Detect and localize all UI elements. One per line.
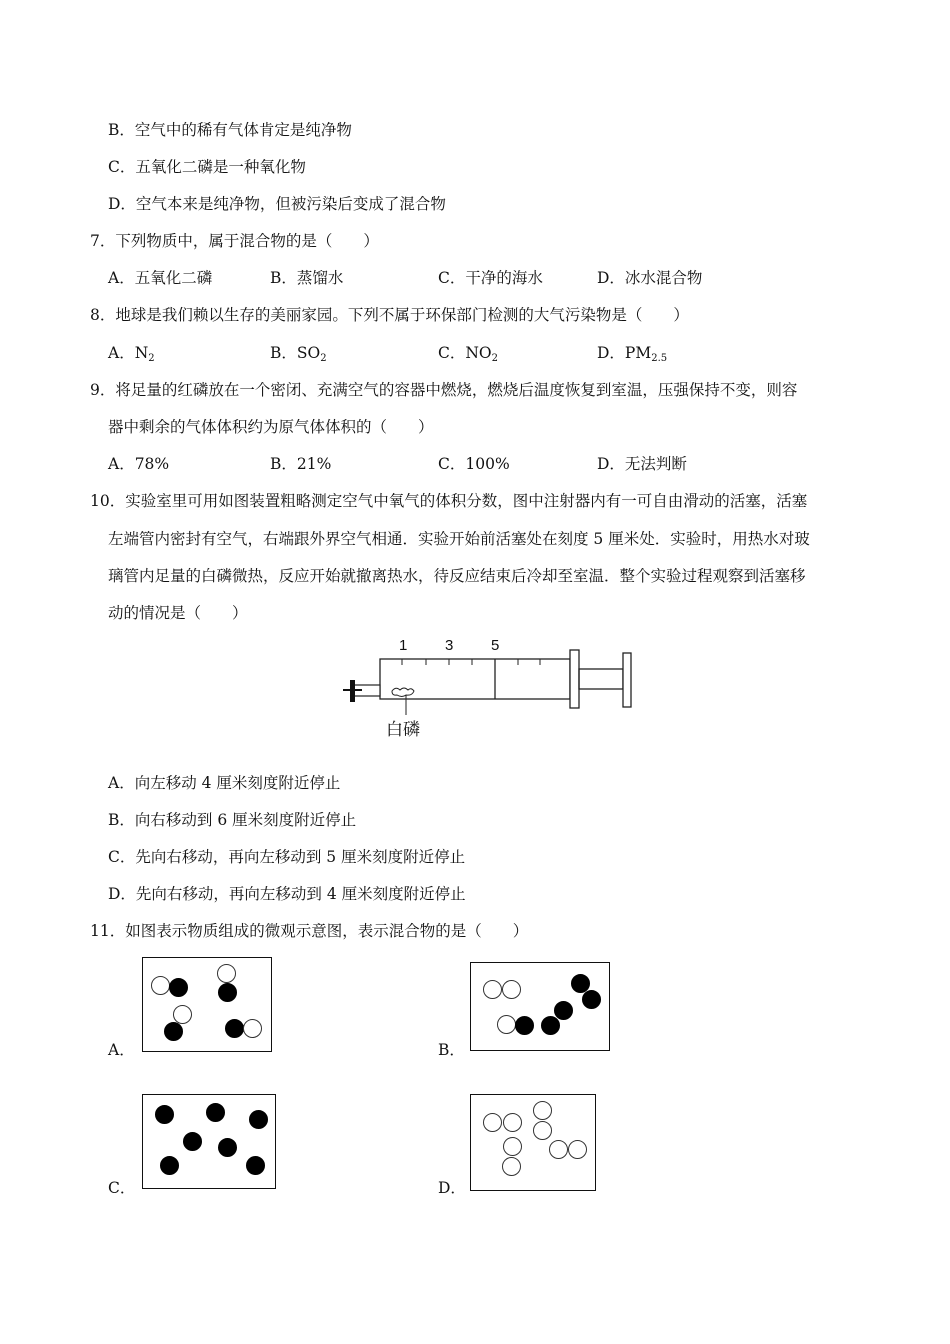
q10-stem-line3: 璃管内足量的白磷微热，反应开始就撤离热水，待反应结束后冷却至室温．整个实验过程观察到活塞移 [108, 567, 806, 585]
syringe-plunger-rod [579, 669, 623, 689]
black-atom [183, 1132, 202, 1151]
black-atom [249, 1110, 268, 1129]
q11-stem: 11．如图表示物质组成的微观示意图，表示混合物的是（ ） [90, 922, 529, 940]
q8-option-d-sub: 2.5 [651, 353, 668, 364]
white-atom [568, 1140, 587, 1159]
q10-stem-line1: 10．实验室里可用如图装置粗略测定空气中氧气的体积分数，图中注射器内有一可自由滑动的活塞，活塞 [90, 492, 808, 510]
q8-option-a [108, 343, 155, 369]
q7-option-d: D．冰水混合物 [597, 269, 703, 287]
syringe-drawing [340, 635, 640, 745]
white-atom [173, 1005, 192, 1024]
black-atom [225, 1019, 244, 1038]
white-atom [483, 1113, 502, 1132]
white-atom [502, 980, 521, 999]
black-atom [169, 978, 188, 997]
q6-option-c: C．五氧化二磷是一种氧化物 [108, 158, 306, 176]
q8-option-d [597, 343, 667, 369]
q7-option-b: B．蒸馏水 [270, 269, 344, 287]
q8-option-b [270, 343, 327, 369]
q9-option-b: B．21% [270, 455, 332, 473]
white-atom [549, 1140, 568, 1159]
white-atom [533, 1121, 552, 1140]
black-atom [218, 1138, 237, 1157]
black-atom [160, 1156, 179, 1175]
white-atom [503, 1113, 522, 1132]
syringe-tick-label-1: 1 [399, 637, 408, 654]
syringe-tick-label-5: 5 [491, 637, 500, 654]
white-atom [483, 980, 502, 999]
black-atom [515, 1016, 534, 1035]
white-atom [151, 976, 170, 995]
q11-option-d-label: D． [438, 1179, 466, 1197]
black-atom [541, 1016, 560, 1035]
syringe-diagram [340, 635, 640, 745]
q11-option-b-diagram [470, 962, 610, 1051]
q11-option-a-label: A． [108, 1041, 135, 1059]
q10-option-d: D．先向右移动，再向左移动到 4 厘米刻度附近停止 [108, 885, 466, 903]
q8-option-a-text: A．N [108, 344, 149, 362]
q10-stem-line4: 动的情况是（ ） [108, 604, 248, 622]
q8-option-c-text: C．NO [438, 344, 492, 362]
q8-option-b-sub: 2 [320, 353, 327, 364]
white-phosphorus-label: 白磷 [386, 720, 420, 740]
syringe-scale-ticks [402, 659, 540, 665]
white-atom [217, 964, 236, 983]
q9-option-d: D．无法判断 [597, 455, 687, 473]
q11-option-b-label: B． [438, 1041, 465, 1059]
q6-option-d: D．空气本来是纯净物，但被污染后变成了混合物 [108, 195, 446, 213]
white-atom [502, 1157, 521, 1176]
q9-option-a: A．78% [108, 455, 170, 473]
q8-option-c-sub: 2 [491, 353, 499, 364]
black-atom [554, 1001, 573, 1020]
white-atom [533, 1101, 552, 1120]
q8-stem: 8．地球是我们赖以生存的美丽家园。下列不属于环保部门检测的大气污染物是（ ） [90, 306, 689, 324]
syringe-plunger-cap [623, 653, 631, 707]
q8-option-d-text: D．PM [597, 344, 652, 362]
q8-option-c [438, 343, 498, 369]
syringe-tick-label-3: 3 [445, 637, 454, 654]
q9-stem-line1: 9．将足量的红磷放在一个密闭、充满空气的容器中燃烧，燃烧后温度恢复到室温，压强保持不变，则容 [90, 381, 798, 399]
black-atom [246, 1156, 265, 1175]
black-atom [582, 990, 601, 1009]
white-atom [243, 1019, 262, 1038]
black-atom [164, 1022, 183, 1041]
q11-option-c-label: C． [108, 1179, 136, 1197]
q7-option-c: C．干净的海水 [438, 269, 543, 287]
q8-option-a-sub: 2 [148, 353, 155, 364]
q10-option-b: B．向右移动到 6 厘米刻度附近停止 [108, 811, 357, 829]
q11-option-d-diagram [470, 1094, 596, 1191]
q9-option-c: C．100% [438, 455, 510, 473]
black-atom [218, 983, 237, 1002]
q10-option-c: C．先向右移动，再向左移动到 5 厘米刻度附近停止 [108, 848, 466, 866]
black-atom [155, 1105, 174, 1124]
white-phosphorus-blob [392, 688, 414, 697]
q7-option-a: A．五氧化二磷 [108, 269, 213, 287]
q10-option-a: A．向左移动 4 厘米刻度附近停止 [108, 774, 341, 792]
q10-stem-line2: 左端管内密封有空气，右端跟外界空气相通．实验开始前活塞处在刻度 5 厘米处．实验时，用热水对玻 [108, 530, 810, 548]
q7-stem: 7．下列物质中，属于混合物的是（ ） [90, 232, 379, 250]
syringe-flange [570, 650, 579, 708]
q11-option-c-diagram [142, 1094, 276, 1189]
q8-option-b-text: B．SO [270, 344, 321, 362]
q9-stem-line2: 器中剩余的气体体积约为原气体体积的（ ） [108, 418, 434, 436]
q11-option-a-diagram [142, 957, 272, 1052]
black-atom [206, 1103, 225, 1122]
q6-option-b: B．空气中的稀有气体肯定是纯净物 [108, 121, 352, 139]
white-atom [497, 1015, 516, 1034]
white-atom [503, 1137, 522, 1156]
